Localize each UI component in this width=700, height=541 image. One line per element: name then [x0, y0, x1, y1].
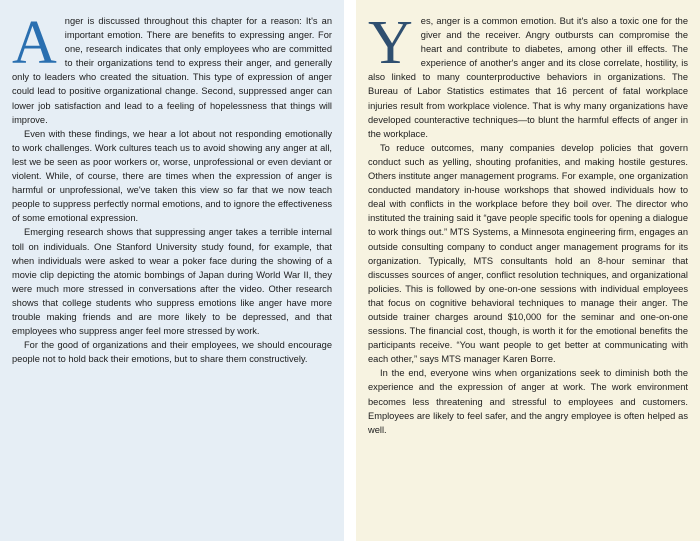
right-paragraph-3: In the end, everyone wins when organizations seek to diminish both the experience and the expression of anger at work. The work environment becomes less threatening and stressful to employees and customers. Employees are likely to feel safer, and the angry employee is often helped as well. [368, 368, 688, 435]
right-dropcap: Y [368, 9, 413, 77]
left-paragraph-1 [12, 9, 332, 127]
left-dropcap: A [12, 9, 57, 77]
right-paragraph-2: To reduce outcomes, many companies develop policies that govern conduct such as yelling, shouting profanities, and making hostile gestures. Others institute anger management programs. For example, one organization conducted mandatory in-house workshops that showed individuals how to deal with conflicts in the workplace before they boil over. The director who instituted the training said it “gave people specific tools for opening a dialogue to work things out.” MTS Systems, a Minnesota engineering firm, engages an outside consulting company to conduct anger management programs for its organization. Typically, MTS consultants hold an 8-hour seminar that discusses sources of anger, conflict resolution techniques, and organizational policies. This is followed by one-on-one sessions with individual employees that focus on cognitive behavioral techniques to manage their anger. The outside trainer charges around $10,000 for the seminar and one-on-one sessions. The financial cost, though, is worth it for the emotional benefits the participants receive. “You want people to get better at communicating with each other,” says MTS manager Karen Borre. [368, 142, 688, 365]
right-column [356, 0, 700, 541]
right-article [368, 9, 688, 437]
column-gutter [344, 0, 356, 541]
left-paragraph-2: Even with these findings, we hear a lot about not responding emotionally to work challenges. Work cultures teach us to avoid showing any anger at all, lest we be seen as poor workers or, worse, unprofessional or even deviant or violent. While, of course, there are times when the expression of anger is harmful or unprofessional, we've taken this view so far that we now teach people to suppress perfectly normal emotions, and to ignore the effectiveness of some emotional expression. [12, 128, 332, 224]
left-paragraph-3: Emerging research shows that suppressing anger takes a terrible internal toll on individuals. One Stanford University study found, for example, that when individuals were asked to wear a poker face during the showing of a movie clip depicting the atomic bombings of Japan during World War II, they were much more stressed in conversations after the video. Other research shows that college students who suppress emotions like anger have more trouble making friends and are more likely to be depressed, and that employees who suppress anger feel more stressed by work. [12, 227, 332, 337]
right-paragraph-1-text: es, anger is a common emotion. But it's also a toxic one for the giver and the receiver. Angry outbursts can compromise the heart and contribute to diabetes, among other ill effects. The experience of another's anger and its close correlate, hostility, is also linked to many counterproductive behaviors in organizations. The Bureau of Labor Statistics estimates that 16 percent of fatal workplace injuries result from workplace violence. That is why many organizations have developed counteractive techniques—to blunt the harmful effects of anger in the workplace. [368, 16, 688, 139]
right-paragraph-1 [368, 9, 688, 141]
left-column [0, 0, 344, 541]
left-article [12, 9, 332, 366]
left-paragraph-4: For the good of organizations and their employees, we should encourage people not to hold back their emotions, but to share them constructively. [12, 340, 332, 365]
left-paragraph-1-text: nger is discussed throughout this chapter for a reason: It's an important emotion. There are benefits to expressing anger. For one, research indicates that only employees who are committed to their organizations tend to express their anger, and generally only to leaders who created the situation. This type of expression of anger could lead to positive organizational change. Second, suppressed anger can lower job satisfaction and lead to a feeling of hopelessness that things will improve. [12, 16, 332, 125]
